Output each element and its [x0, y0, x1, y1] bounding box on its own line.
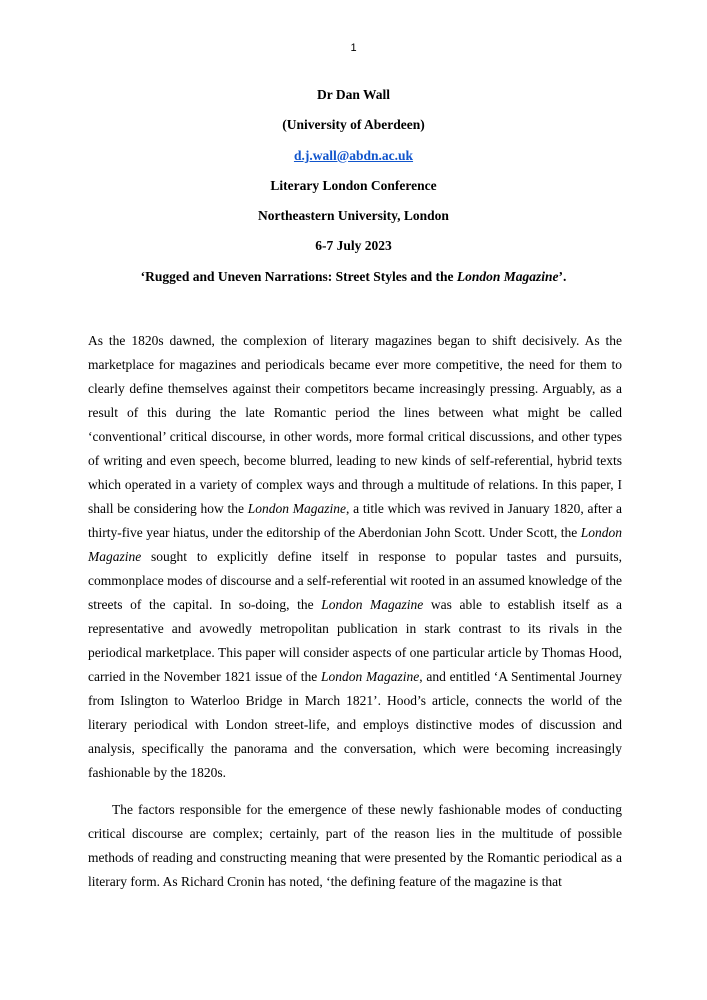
paper-title-end: ’. [558, 268, 567, 284]
page-number: 1 [350, 42, 357, 54]
conference-dates: 6-7 July 2023 [315, 238, 392, 254]
email-link[interactable]: d.j.wall@abdn.ac.uk [293, 147, 414, 163]
conference-name: Literary London Conference [270, 177, 437, 193]
conference-venue: Northeastern University, London [258, 208, 449, 224]
body-text [88, 329, 622, 894]
email-line [0, 147, 707, 177]
paper-title [0, 268, 707, 298]
author-name: Dr Dan Wall [316, 87, 391, 102]
paragraph-1: As the 1820s dawned, the complexion of literary magazines began to shift decisively. As the marketplace for magazines and periodicals became ever more competitive, the need for them to clearly define themselves against their competitors became increasingly pressing. Arguably, as a result of this during the late Romantic period the lines between what might be called ‘conventional’ critical discourse, in other words, more formal critical discussions, and other types of writing and even speech, become blurred, leading to new kinds of self-referential, hybrid texts which operated in a variety of complex ways and through a multitude of relations. In this paper, I shall be considering how the London Magazine, a title which was revived in January 1820, after a thirty-five year hiatus, under the editorship of the Aberdonian John Scott. Under Scott, the London Magazine sought to explicitly define itself in response to popular tastes and pursuits, commonplace modes of discourse and a self-referential wit rooted in an assumed knowledge of the streets of the capital. In so-doing, the London Magazine was able to establish itself as a representative and avowedly metropolitan publication in stark contrast to its rivals in the periodical marketplace. This paper will consider aspects of one particular article by Thomas Hood, carried in the November 1821 issue of the London Magazine, and entitled ‘A Sentimental Journey from Islington to Waterloo Bridge in March 1821’. Hood’s article, connects the world of the literary periodical with London street-life, and employs distinctive modes of discussion and analysis, specifically the panorama and the conversation, which were becoming increasingly fashionable by the 1820s. [88, 333, 623, 780]
author-affiliation: (University of Aberdeen) [282, 117, 425, 133]
paper-header [0, 86, 707, 298]
paper-title-italic: London Magazine [456, 268, 559, 284]
paper-title-start: ‘Rugged and Uneven Narrations: Street Styles and the [140, 268, 457, 284]
paragraph-2: The factors responsible for the emergence of these newly fashionable modes of conducting critical discourse are complex; certainly, part of the reason lies in the multitude of possible methods of reading and constructing meaning that were presented by the Romantic periodical as a literary form. As Richard Cronin has noted, ‘the defining feature of the magazine is that [88, 802, 622, 889]
